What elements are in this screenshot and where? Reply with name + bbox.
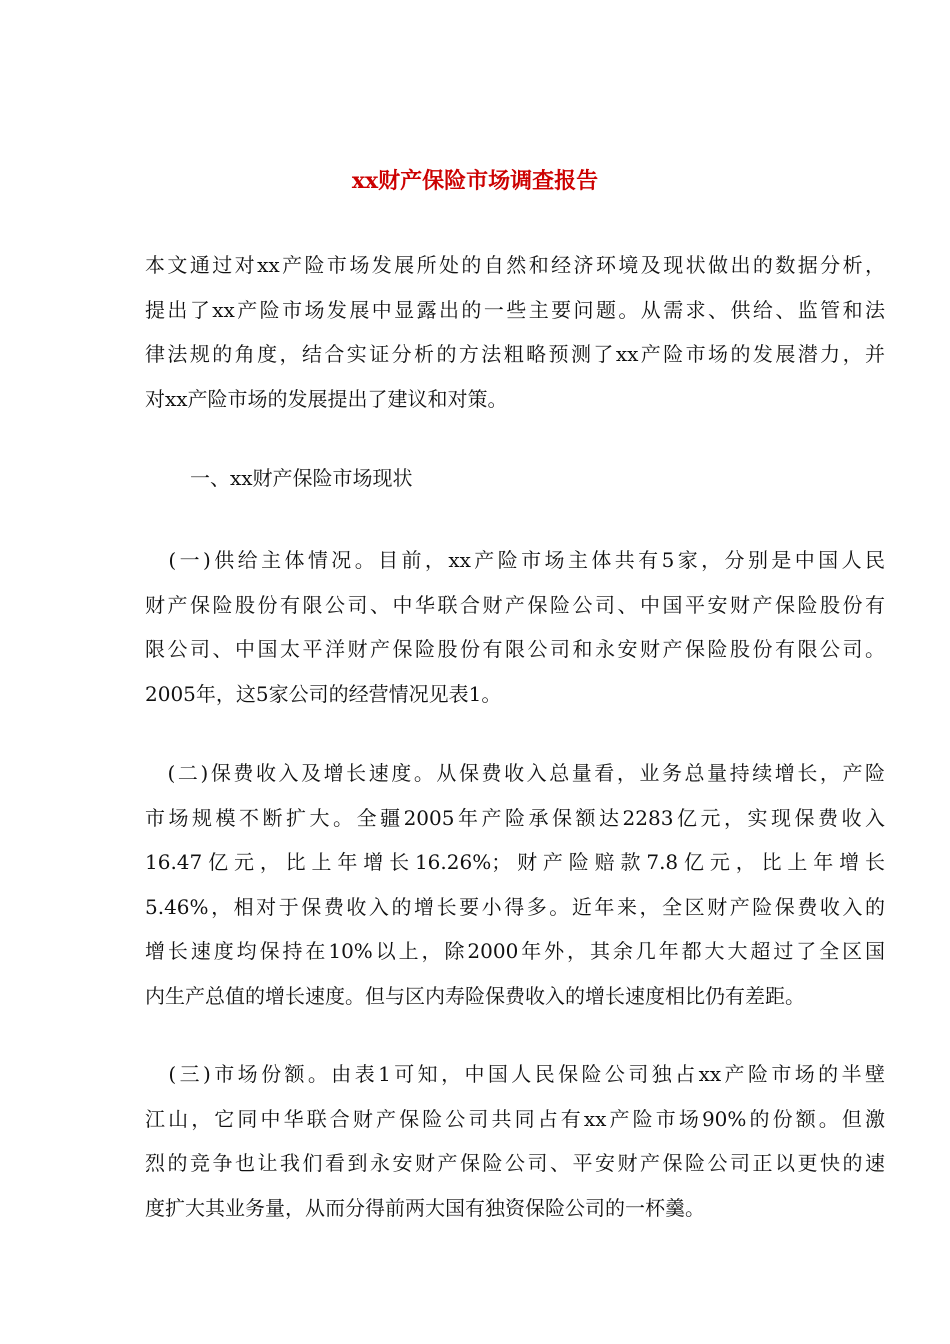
document-title: xx财产保险市场调查报告 (351, 168, 599, 194)
paragraph-premium (145, 751, 885, 1018)
paragraph-market-share (145, 1052, 885, 1230)
paragraph-line: 16.47亿元，比上年增长16.26%；财产险赔款7.8亿元，比上年增长 (145, 850, 885, 874)
abstract-paragraph (145, 243, 885, 421)
paragraph-line: 烈的竞争也让我们看到永安财产保险公司、平安财产保险公司正以更快的速 (145, 1151, 885, 1175)
abstract-line: 律法规的角度，结合实证分析的方法粗略预测了xx产险市场的发展潜力，并 (145, 342, 885, 366)
paragraph-line: 限公司、中国太平洋财产保险股份有限公司和永安财产保险股份有限公司。 (145, 637, 885, 661)
paragraph-line: 市场规模不断扩大。全疆2005年产险承保额达2283亿元，实现保费收入 (145, 805, 885, 830)
abstract-line: 本文通过对xx产险市场发展所处的自然和经济环境及现状做出的数据分析， (145, 253, 885, 277)
paragraph-line: 5.46%，相对于保费收入的增长要小得多。近年来，全区财产险保费收入的 (145, 894, 885, 919)
paragraph-supply (145, 538, 885, 716)
paragraph-line: (一)供给主体情况。目前，xx产险市场主体共有5家，分别是中国人民 (145, 548, 885, 572)
paragraph-line: 江山，它同中华联合财产保险公司共同占有xx产险市场90%的份额。但激 (145, 1106, 885, 1131)
paragraph-line: (三)市场份额。由表1可知，中国人民保险公司独占xx产险市场的半壁 (145, 1062, 885, 1086)
paragraph-line: 增长速度均保持在10%以上，除2000年外，其余几年都大大超过了全区国 (145, 939, 885, 963)
paragraph-line: 内生产总值的增长速度。但与区内寿险保费收入的增长速度相比仍有差距。 (145, 983, 805, 1008)
paragraph-line: 财产保险股份有限公司、中华联合财产保险公司、中国平安财产保险股份有 (145, 592, 885, 617)
paragraph-line: 度扩大其业务量，从而分得前两大国有独资保险公司的一杯羹。 (145, 1195, 705, 1220)
abstract-line: 提出了xx产险市场发展中显露出的一些主要问题。从需求、供给、监管和法 (145, 297, 885, 322)
paragraph-line: (二)保费收入及增长速度。从保费收入总量看，业务总量持续增长，产险 (145, 761, 885, 785)
paragraph-line: 2005年，这5家公司的经营情况见表1。 (145, 681, 502, 706)
abstract-line: 对xx产险市场的发展提出了建议和对策。 (145, 386, 508, 411)
section-heading: 一、xx财产保险市场现状 (190, 466, 413, 490)
